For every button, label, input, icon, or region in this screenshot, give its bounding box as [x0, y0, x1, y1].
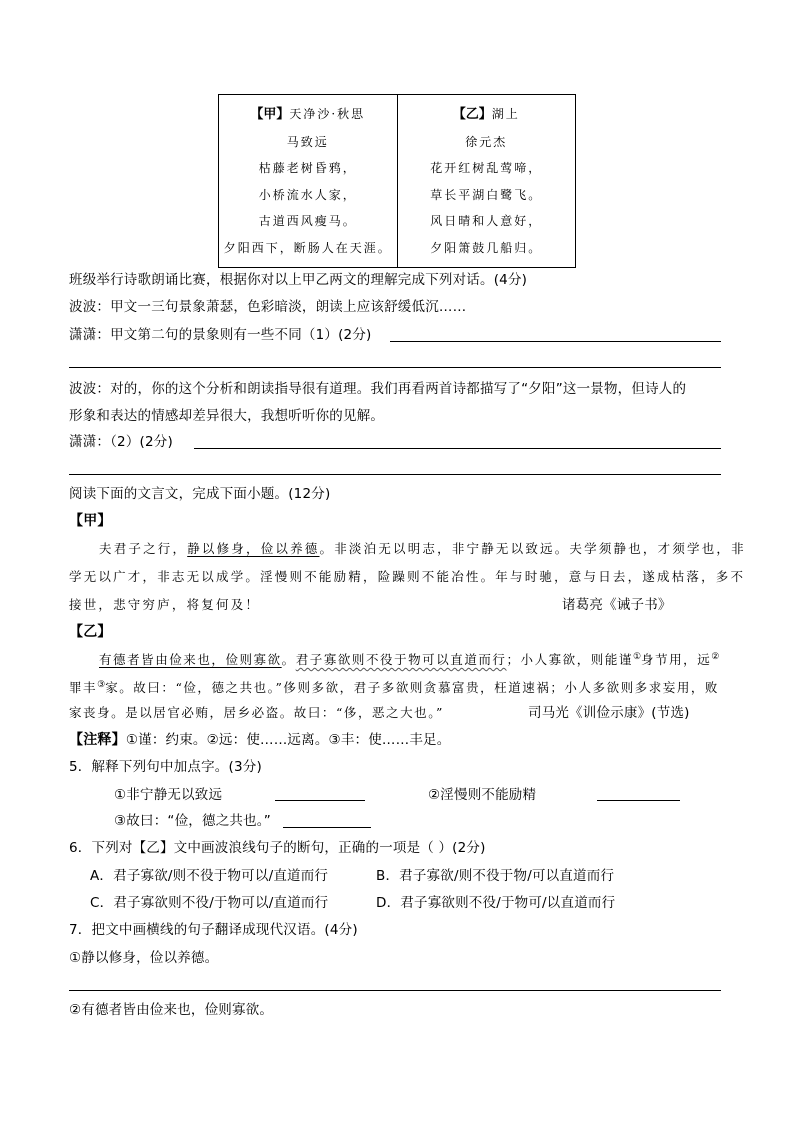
classical-instruction: 阅读下面的文言文，完成下面小题。(12分)	[69, 486, 331, 502]
poem-jia-line: 古道西风瘦马。	[258, 214, 357, 228]
dialogue-bobo-2-line1: 波波：对的，你的这个分析和朗读指导很有道理。我们再看两首诗都描写了“夕阳”这一景物，但诗人的	[69, 381, 687, 397]
poem-yi-line: 草长平湖白鹭飞。	[430, 187, 543, 202]
question-5-answer-2[interactable]	[597, 800, 680, 801]
poem-jia-line: 枯藤老树昏鸦，	[258, 161, 357, 175]
answer-line-2a[interactable]	[194, 448, 721, 449]
passage-jia-line2: 学无以广才，非志无以成学。淫慢则不能励精，险躁则不能冶性。年与时驰，意与日去，遂成枯落，多不	[69, 569, 746, 584]
question-6-option-c[interactable]: C．君子寡欲则不役/于物可以/直道而行	[90, 895, 329, 911]
question-6-option-b[interactable]: B．君子寡欲/则不役于物/可以直道而行	[376, 868, 615, 884]
question-5-item-1: ①非宁静无以致远	[114, 787, 223, 803]
passage-yi-source: 司马光《训俭示康》(节选)	[528, 705, 690, 721]
dialogue-instruction: 班级举行诗歌朗诵比赛，根据你对以上甲乙两文的理解完成下列对话。(4分)	[69, 272, 528, 288]
footnote-marker-2: ②	[711, 652, 720, 662]
answer-line-1b[interactable]	[69, 367, 721, 368]
question-5-item-3: ③故曰：“俭，德之共也。”	[114, 813, 271, 829]
passage-jia-line3: 接世，悲守穷庐，将复何及！	[69, 597, 261, 612]
footnote-marker-1: ①	[632, 652, 642, 662]
poem-yi-author: 徐元杰	[465, 134, 508, 149]
poem-yi-line: 风日晴和人意好，	[430, 214, 543, 228]
question-6-prompt: 6．下列对【乙】文中画波浪线句子的断句，正确的一项是（ ）(2分)	[69, 840, 486, 856]
question-5-answer-1[interactable]	[275, 800, 365, 801]
question-7-answer-1[interactable]	[69, 990, 721, 991]
dialogue-bobo-2-line2: 形象和表达的情感却差异很大，我想听听你的见解。	[69, 408, 385, 424]
dialogue-xiaoxiao-2: 潇潇：（2）(2分)	[69, 434, 173, 450]
underlined-sentence-yi: 有德者皆由俭来也，俭则寡欲	[99, 652, 282, 667]
passage-yi-label: 【乙】	[69, 624, 112, 640]
question-5-answer-3[interactable]	[283, 827, 371, 828]
poem-yi-line: 夕阳箫鼓几船归。	[430, 240, 543, 255]
question-5-prompt: 5．解释下列句中加点字。(3分)	[69, 759, 262, 775]
annotations: 【注释】①谨：约束。②远：使……远离。③丰：使……丰足。	[69, 732, 451, 748]
poem-jia	[219, 95, 397, 267]
question-5-item-2: ②淫慢则不能励精	[428, 787, 537, 803]
dialogue-xiaoxiao-1: 潇潇：甲文第二句的景象则有一些不同（1）(2分)	[69, 327, 372, 343]
dialogue-bobo-1: 波波：甲文一三句景象萧瑟，色彩暗淡，朗读上应该舒缓低沉……	[69, 299, 467, 315]
footnote-marker-3: ③	[97, 680, 106, 690]
passage-jia-line1: 夫君子之行，静以修身，俭以养德。非淡泊无以明志，非宁静无以致远。夫学须静也，才须学也，非	[99, 541, 746, 556]
poem-jia-title: 【甲】天净沙·秋思	[250, 107, 366, 122]
answer-line-1a[interactable]	[390, 341, 721, 342]
underlined-sentence-jia: 静以修身，俭以养德	[187, 541, 320, 556]
poem-comparison-table	[218, 94, 576, 268]
passage-yi-line1: 有德者皆由俭来也，俭则寡欲。君子寡欲则不役于物可以直道而行；小人寡欲，则能谨①身节用，远②	[99, 652, 720, 667]
question-6-option-a[interactable]: A．君子寡欲/则不役于物可以/直道而行	[90, 868, 329, 884]
question-7-prompt: 7．把文中画横线的句子翻译成现代汉语。(4分)	[69, 922, 358, 938]
question-7-item-1: ①静以修身，俭以养德。	[69, 950, 219, 966]
passage-yi-line3: 家丧身。是以居官必贿，居乡必盗。故曰：“侈，恶之大也。”	[69, 705, 444, 720]
passage-jia-source: 诸葛亮《诫子书》	[562, 597, 672, 613]
poem-yi-title: 【乙】湖上	[452, 107, 520, 122]
poem-yi-line: 花开红树乱莺啼，	[430, 161, 543, 175]
passage-yi-line2: 罪丰③家。故曰：“俭，德之共也。”侈则多欲，君子多欲则贪慕富贵，枉道速祸；小人多欲则多求妄用，败	[69, 680, 719, 695]
passage-jia-label: 【甲】	[69, 513, 112, 529]
wavy-underlined-sentence: 君子寡欲则不役于物可以直道而行	[295, 652, 507, 667]
answer-line-2b[interactable]	[69, 474, 721, 475]
question-7-item-2: ②有德者皆由俭来也，俭则寡欲。	[69, 1002, 274, 1018]
poem-jia-line: 夕阳西下，断肠人在天涯。	[223, 240, 392, 255]
poem-jia-author: 马致远	[286, 134, 329, 149]
poem-jia-line: 小桥流水人家，	[258, 187, 357, 202]
poem-yi	[397, 95, 576, 267]
question-6-option-d[interactable]: D．君子寡欲则不役/于物可/以直道而行	[376, 895, 616, 911]
